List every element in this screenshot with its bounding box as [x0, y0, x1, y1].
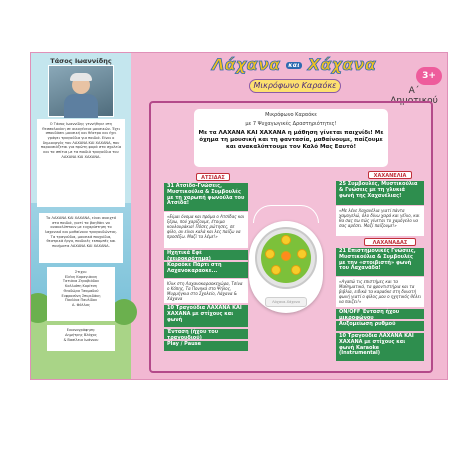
device-button-icon [297, 249, 307, 259]
team-name: Δημήτρης Βλάχος [65, 332, 97, 337]
feature-laxanadas-tips: 21 Επιστημονικές Γνώσεις, Μυστικούλια & Συμβουλές με την «στοιβιστή» φωνή του Λαχανάδα! [336, 248, 424, 276]
product-sheet [30, 52, 448, 380]
device-button-icon [271, 265, 281, 275]
device-button-icon [265, 249, 275, 259]
device-brand: Λάχανα-Χάχανα [265, 297, 307, 307]
credit-name: Καλλιόπη Κορίτση [65, 284, 97, 289]
credits-heading: Στιχοι: [74, 270, 88, 274]
product-note: Το ΛΑΧΑΝΑ ΚΑΙ ΧΑΧΑΝΑ, είναι ανοιχτό στα παιδιά, γιατί τα βοηθάει να ανακαλύπτουν με ευχαρίστηση το λαχανικό και μαθαίνουν τραγουδώντας. Τα τραγούδια, μουσικά παιχνίδια, θεατρικά έργα, παιδικές εκπομπές και ποιήματα ΛΑΧΑΝΑ ΚΑΙ ΧΑΧΑΝΑ. [39, 213, 123, 263]
credit-name: Ευφροσύνη Σπυριδάκη [61, 293, 101, 298]
author-photo-body [64, 94, 98, 118]
feature-songs-with-lyrics: 10 Τραγούδια ΛΑΧΑΝΑ ΚΑΙ ΧΑΧΑΝΑ με στίχους και φωνή [164, 305, 248, 327]
device-button-icon [291, 265, 301, 275]
quote-atsidas: «Είμαι όνομα και πράμα ο Ατσίδας και ξέρω, πού χαρίζουμε, έτοιμα κουλουράκια! Πόσες ρώτησες, σε φίλο, αν είναι καλά και λες παίζω να προσέξω. Μαζί τα λέμε!» [164, 212, 248, 248]
device-button-icon [281, 235, 291, 245]
character-label-atsidas: ΑΤΣΙΔΑΣ [196, 173, 230, 181]
quote-xaxanelia: «Με λένε Χαχανέλια γιατί πάντα χαμογελώ, όλο δίνω χαρά και γέλιο, και θα σας πω πώς γίνεται το χαμόγελο να σας αρέσει. Μαζί παίζουμε!» [336, 206, 424, 236]
quote-laxanadas: «Αγαπώ τις επιστήμες και τα Μαθηματικά, τα φροντιστήρια και τα βιβλία, ειδικά τα καραόκε στη δυνατή φωνή γιατί ο φίλος μου ο ηχητικός θέλει να παιζει!» [336, 277, 424, 307]
author-name: Τάσος Ιωαννίδης [50, 57, 112, 65]
team-name: & Βασίλεια Ιωάννου [63, 337, 99, 342]
author-photo-hair [70, 73, 92, 81]
grade-line: Δημοτικού [390, 95, 438, 106]
credit-name: Α. Φόλλας [71, 303, 91, 308]
character-label-xaxanelia: ΧΑΧΑΝΕΛΙΑ [368, 171, 412, 179]
logo-title [194, 55, 394, 74]
team-heading: Εικονογράφηση: [66, 328, 96, 332]
feature-atsidas-tips: 31 Ατσίδο-Γνώσεις, Μυστικούλια & Συμβουλές με τη χαρωπή φωνούλα του Ατσίδα! [164, 183, 248, 211]
feature-play-pause: Play / Pause [164, 341, 248, 351]
feature-xaxanelia-tips: 25 Συμβουλές, Μυστικούλια & Γνώσεις με τη γλυκιά φωνή της Χαχανέλιας! [336, 181, 424, 205]
feature-mic-volume: ON/OFF Ένταση ήχου μικροφώνου [336, 309, 424, 319]
feature-song-volume: Ένταση (ήχου του τραγουδιού) [164, 329, 248, 339]
feature-tempo-control: Αυξομείωση ρυθμού [336, 321, 424, 331]
author-sidebar [31, 53, 131, 380]
logo-word-mid: και [288, 62, 300, 69]
character-label-laxanadas: ΛΑΧΑΝΑΔΑΣ [364, 238, 416, 246]
intro-highlight: Με τα ΛΑΧΑΝΑ ΚΑΙ ΧΑΧΑΝΑ η μάθηση γίνεται παιχνίδι! Με όχημα τη μουσική και τη φαντασία, μαθαίνουμε, παίζουμε και ανακαλύπτουμε τον Καλό Μας Εαυτό! [198, 129, 384, 151]
grade-line: Α΄ [408, 86, 420, 96]
logo-word-left: Λάχανα [211, 55, 281, 74]
karaoke-microphone-illustration [241, 205, 331, 323]
age-badge: 3+ [416, 67, 442, 85]
center-button-icon [281, 251, 291, 261]
credit-name: Παυλίνα Παυλίδου [64, 298, 98, 303]
credit-name: Ελένη Καραγιάννη [64, 274, 98, 279]
brand-logo [194, 53, 394, 101]
feature-karaoke-party: Καραόκε Πάρτι στη Λαχανοκαραοκε... [164, 262, 248, 278]
feature-songs-karaoke: 10 Τραγούδια ΛΑΧΑΝΑ ΚΑΙ ΧΑΧΑΝΑ με στίχους και φωνή Karaoke (Instrumental) [336, 333, 424, 361]
logo-word-right: Χάχανα [307, 55, 377, 74]
main-panel [134, 53, 448, 380]
author-bio: Ο Τάσος Ιωαννίδης γεννήθηκε στη Θεσσαλονίκη σε οικογένεια μουσικών. Έχει σπουδάσει μουσική και θέατρο και έχει γράψει τραγούδια για παιδιά. Είναι ο δημιουργός του ΛΑΧΑΝΑ ΚΑΙ ΧΑΧΑΝΑ, που παρουσιάζεται για πρώτη φορά στα σχολεία και τα σπίτια με τα παιδιά τραγούδια του ΛΑΧΑΝΑ ΚΑΙ ΧΑΧΑΝΑ. [37, 119, 125, 207]
author-photo [48, 65, 114, 117]
illustration-credits [47, 325, 115, 351]
logo-subtitle: Μικρόφωνο Καραόκε [249, 79, 341, 93]
credit-name: Τατιάνα Ζηνοβιάδου [62, 279, 100, 284]
lyrics-credits [47, 267, 115, 321]
feature-sound-effects: Ηχητικά Εφέ (χειροκρότημα) [164, 250, 248, 260]
karaoke-song-list: Κλικ στη Λαχανοκαραοκεχώρα, Τσίνα ο Κόπης, Τα Πονηκά στο Ψήλος, Μυρμήγκια στο Σχολείο, Λάχανα & Χάχανα [164, 279, 248, 303]
intro-line: Μικρόφωνο Καραόκε [265, 112, 317, 118]
intro-box [194, 109, 388, 167]
intro-line: με 7 Ψυχαγωγικές Δραστηριότητες! [245, 121, 337, 128]
credit-name: Θεοδώρα Τσαμαδού [63, 288, 99, 293]
